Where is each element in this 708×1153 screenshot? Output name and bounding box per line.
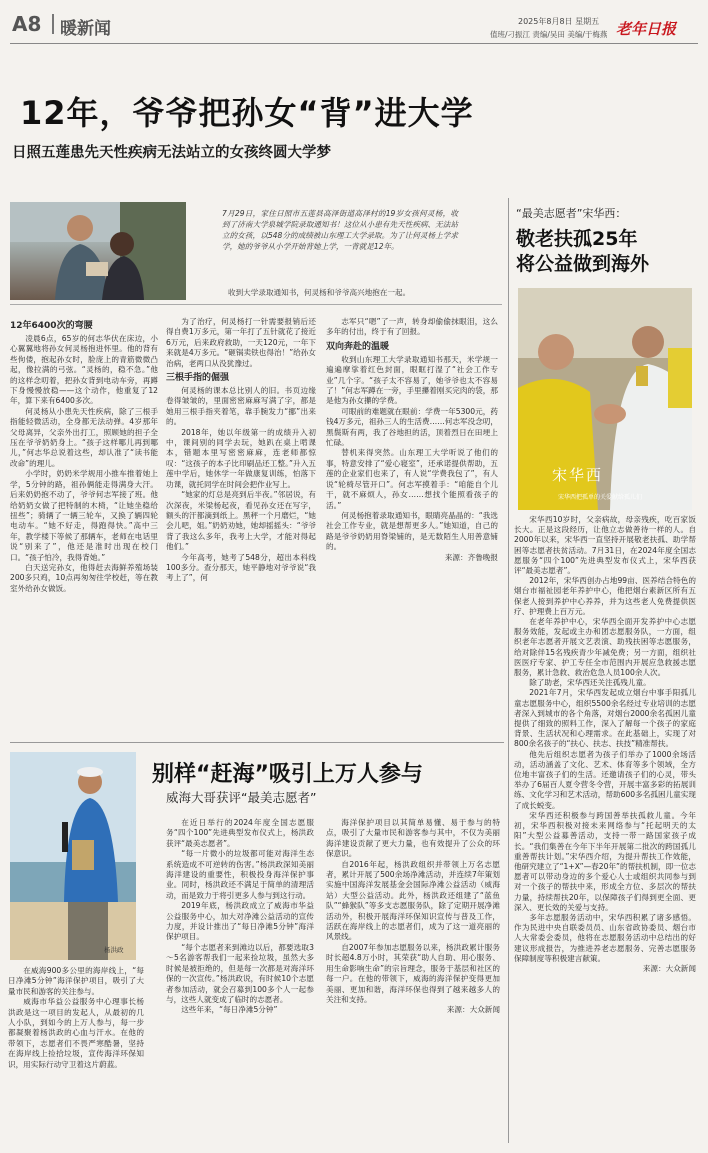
col2-paragraph: “她家的灯总是亮到后半夜。”邻居说，有次深夜，米梁杨起夜，看见孙女还在写字，额头的汗都滴到纸上。黑秤一个月磨烂，“她会儿吧，姐。”奶奶劝她，她却摇摇头：“爷爷背了我这么多年，我考上大学，才能对得起他们。” [166,490,316,552]
story2-column-2 [166,818,314,1146]
section-name: 暖新闻 [60,19,111,39]
col3-paragraph: 何灵杨抱着录取通知书，眼睛亮晶晶的：“我选社会工作专业，就是想帮更多人。”她知道，自己的路是爷爷奶奶用脊梁铺的，是无数陌生人用善意铺的。 [326,510,498,552]
story2-paragraph: 这些年来，“每日净滩5分钟” [181,1005,278,1015]
col3-paragraph: 收到山东理工大学录取通知书那天，米学规一遍遍摩挲着红色封面，眼眶打湿了“社会工作专业”几个字。“孩子太不容易了，她爷爷也太不容易了！”何志军蹲在一旁，手里攥着刚买完肉的袋，那是他为孙女攥的学费。 [326,354,498,406]
col2-paragraph: 为了治疗，何灵杨打一针需要报销后还得自费1万多元，第一年打了五针就花了接近6万元，后来政府救助，一天120元，一年下来就是4万多元。“砸锅卖铁也得治！”给孙女治病，老两口从没犹豫过。 [166,317,316,368]
col2-paragraph: 何灵杨的课本总比别人的旧。书页边缘卷得皱皱的，里面密密麻麻写满了字，都是她用三根手指夹着笔，靠手腕发力“挪”出来的。 [166,386,316,427]
editors-line: 值班/刁振江 责编/吴田 美编/于梅燕 [490,30,608,39]
story2-paragraph: 自2007年参加志愿服务以来，杨洪政累计服务时长超4.8万小时，其荣获“助人自助、用心服务、用生命影响生命”的宗旨理念，服务于基层和社区的每一户。在他的带领下，威海的海洋保护变得更加美丽、更加和谐，海洋环保也得到了越来越多人的关注和支持。 [326,942,500,1004]
story2-paragraph: 自2016年起，杨洪政组织并带领上万名志愿者，累计开展了500余场净滩活动，并连续7年策划实施中国海洋发展基金会国际净滩公益活动（威海站）大型公益活动。此外，杨洪政还组建了“蓝鱼队”“蜂猴队”等多支志愿服务队，除了定期开展净滩活动外，积极开展海洋环保知识宣传与普及工作，活跃在海岸线上的志愿者们，成为了这一道亮丽的风景线。 [326,859,500,942]
story2-paragraph: 在威海900多公里的海岸线上，“每日净滩5分钟”海洋保护项目，吸引了大量市民和游客的关注参与。 [8,966,144,996]
side-paragraph: 他先后组织志愿者为孩子们举办了1000余场活动，活动涵盖了文化、艺术、体育等多个领域，全方位地丰富孩子们的生活。还邀请孩子们的心灵，带头举办了6届百人夏令营冬令营，开展丰富多彩的拓展训练、文化学习和艺术活动，帮助600多名孤困儿童实现了成长蜕变。 [514,749,696,810]
side-kicker: “最美志愿者”宋华西： [516,207,627,220]
issue-date: 2025年8月8日 星期五 [518,17,600,26]
col1-paragraph: 凌晨6点，65岁的何志华伏在床边，小心翼翼地将孙女何灵杨抱进怀里。他的背有些佝偻，抱起孙女时，脸庞上的青筋微微凸起，像拉满的弓弦。“灵杨的，稳不急。”他的这样念叨着，把孙女背到电动车旁，再蹲下身慢慢放稳——这个动作，他重复了12年，算下来有6400多次。 [10,334,158,406]
main-subheadline: 日照五莲患先天性疾病无法站立的女孩终圆大学梦 [12,145,331,161]
story2-column-3 [326,818,500,1146]
main-photo-caption: 收到大学录取通知书，何灵杨和爷爷高兴地抱在一起。 [228,288,411,297]
col3-paragraph: 志军只“嗯”了一声，转身却偷偷抹眼泪，这么多年的付出，终于有了回报。 [326,317,498,337]
col1-paragraph: 小学时，奶奶米学规用小推车推着她上学，5分钟的路，祖孙俩能走得满身大汗。后来奶奶抱不动了，爷爷何志军接了班。他给奶奶女做了把特制的木椅，“让她坐稳给扭些”；骑辆了一辆三轮车，又换了辆四轮电动车。“她不好走，得跑得快。”高中三年，教学楼下等候了那辆车，老师在电话里说“别来了”，他还是准时出现在校门口。“孩子怕冷，我得背她。” [10,469,158,562]
side-photo-name: 宋华西 [552,466,604,484]
story2-source: 来源：大众新闻 [446,1005,500,1015]
story2-paragraph: 威海市华益公益服务中心理事长杨洪政是这一项目的发起人，从最初的几人小队，到如今的上万人参与，每一步都凝聚着杨洪政的心血与汗水。在他的带领下，志愿者们不畏严寒酷暑，坚持在海岸线上捡拾垃圾，宣传海洋环保知识，用实际行动守卫着这片蔚蓝。 [8,997,144,1069]
side-paragraph: 除了助老，宋华西还关注孤残儿童。 [529,678,651,688]
col2-subhead: 三根手指的倔强 [166,373,230,384]
side-photo [518,288,692,510]
side-title-2: 将公益做到海外 [516,253,650,275]
story2-photo-caption: 杨洪政 [104,946,124,954]
story2-headline: 别样“赶海”吸引上万人参与 [152,762,423,787]
main-column-2 [166,317,316,737]
col3-subhead: 双向奔赴的温暖 [326,341,390,352]
article-source: 来源：齐鲁晚报 [444,552,498,562]
story2-paragraph: 2019年底，杨洪政成立了威海市华益公益服务中心，加大对净滩公益活动的宣传力度，并设计推出了“每日净滩5分钟”海洋保护项目。 [166,901,314,942]
side-paragraph: 2021年7月，宋华西发起成立烟台中事手阳孤儿童志愿服务中心，组织5500余名经过专业培训的志愿者深入到城市的各个角落，对烟台2000余名孤困儿童提供了细致的照料工作，深入了解每一个孩子的家庭背景、生活状况和心理需求。在此基础上，实现了对800余名孩子的“扶心、扶志、扶技”精准帮扶。 [514,688,696,749]
story2-paragraph: “每一片微小的垃圾都可能对海洋生态系统造成不可逆转的伤害。”杨洪政深知美丽海洋建设的重要性，积极投身海洋保护事业。同时，杨洪政还不满足于简单的清理活动，而是致力于将引更多人参与到这行动。 [166,849,314,900]
column-divider [508,198,509,1143]
side-paragraph: 在老年养护中心，宋华西全面开发养护中心志愿服务效能，发起或主办和团志愿服务队，一方面，组织老年志愿者开展文艺表演、助残扶困等志愿服务，给对除伴15名残疾青少年减免费；另一方面，组织社医医疗专家、护工专任全市范围内开展应急救援志愿服务，累计急救、救治危急人员100余人次。 [514,617,696,678]
header-divider [52,14,54,34]
story2-column-1 [8,966,144,1146]
page-number: A8 [12,12,42,36]
section-divider [10,742,504,743]
main-column-3 [326,317,498,737]
main-photo [10,202,186,300]
col2-paragraph: 今年高考，她考了548分，超出本科线100多分。查分那天，她平静地对爷爷说“我考上了”，何 [166,552,316,583]
side-photo-caption: 宋华西把孤单的关爱献给孤儿们 [558,494,643,501]
side-paragraph: 多年志愿服务活动中，宋华西积累了诸多感悟。作为民进中央自联委员员、山东省政协委员、烟台市人大常委会委员，他将在志愿服务活动中总结出的好建议形成报告，为推进养老志愿服务、完善志愿服务保障制度等积极建言献策。 [514,912,696,963]
header-rule [10,43,698,44]
side-paragraph: 2012年，宋华西创办占地99亩、医养结合特色的烟台市福祉园老年养护中心，他把烟台素新区所有五保老人接到养护中心养养，并为这些老人免费提供医疗、护理费上百万元。 [514,576,696,616]
story2-paragraph: 在近日举行的2024年度全国志愿服务“四个100”先进典型发布仪式上，杨洪政获评“最美志愿者”。 [166,818,314,848]
side-paragraph: 宋华西还积极参与跨国善举扶孤救儿童。今年初，宋华西积极对接未来网络参与“托起明天的太阳”大型公益募善活动，支持一带一路国家孩子成长。“我们集善在今年下半年开展第二批次的跨国孤儿重善帮扶计划。”宋华西介绍，为提升帮扶工作效能，他研究建立了“1+X”—春20年”的帮扶机制，即一位志愿者可以带动身边的多个爱心人士或组织共同参与到对一个孩子的帮扶中来，形成全方位、多层次的帮扶力量，持续帮扶20年，以保障孩子们得到更全面、更深入、更长效的关爱与支持。 [514,810,696,912]
col3-paragraph: 替机来得突然。山东理工大学听说了他们的事，特意安排了“爱心寝室”，还承诺提供帮助，五莲的企业家们也来了，有人说“学费我包了”，有人说“轮椅尽管开口”。何志军摸着手：“咱能自个儿干，就不麻烦人，孙女……想找个能照看孩子的活。” [326,448,498,510]
side-source: 来源：大众新闻 [642,963,696,973]
main-intro: 7月29日，家住日照市五莲县高泽街道高泽村的19岁女孩何灵杨，收到了济南大学泉城学院录取通知书！这位从小患有先天性疾病、无法站立的女孩，以548分的成绩被山东理工大学录取。为了让何灵杨上学求学，她的爷爷从小学开始背她上学，一背就是12年。 [222,209,458,251]
main-headline: 12年，爷爷把孙女“背”进大学 [20,94,474,132]
story2-paragraph: “每个志愿者来到滩边以后，都要选取3～5名游客帮我们一起来捡垃圾，虽然大多时候是被拒绝的，但是每一次都是对海洋环保的一次宣传。”杨洪政说，有时候10个志愿者参加活动，就会召募到100多个人一起参与，这些人就变成了临时的志愿者。 [166,942,314,1004]
side-paragraph: 宋华西10岁时，父亲病故，母亲残疾，吃百家饭长大。正是这段经历，让他立志做善待一样的人。自2000年以来，宋华西一直坚持开展敬老扶孤、助学帮困等志愿者扶贫活动。7月31日，在2024年度全国志愿服务“四个100”先进典型发布仪式上，宋华西获评“最美志愿者”。 [514,515,696,576]
col3-paragraph: 可眼前的难题就在眼前：学费一年5300元，药钱4万多元，祖孙三人的生活费……何志军没念叨，黑鬓斯有两，我了谷地担的活，顶着烈日在田埂上忙碌。 [326,406,498,448]
col1-paragraph: 白天送完孙女，他得赶去海鲜养殖场装200多只鸡，10点再匆匆往学校赶，等在教室外给孙女做饭。 [10,562,158,593]
newspaper-logo: 老年日报 [616,20,677,38]
side-title-1: 敬老扶孤25年 [516,228,638,250]
story2-photo [10,752,136,960]
col2-paragraph: 2018年，她以年级第一的成绩升入初中，课间别的同学去玩，她趴在桌上啃课本，错题本里写密密麻麻，连老师都惊叹：“这孩子的本子比印刷品还工整。”升入五莲中学后，她休学一年做康复训练，怕落下功课，就托同学在时间会把作业写上。 [166,427,316,489]
col1-paragraph: 何灵杨从小患先天性疾病，除了三根手指能轻微活动，全身都无法动弹。4岁那年父母离异，父亲外出打工，照顾她的担子全压在爷爷奶奶身上。“孩子这样哪儿再到哪儿，”何志华总说着这些，却认准了“读书能改命”的理儿。 [10,406,158,468]
main-column-1 [10,317,158,737]
intro-rule [10,304,502,305]
side-column [514,515,696,1147]
page-header [0,0,708,44]
story2-paragraph: 海洋保护项目以其简单易懂、易于参与的特点，吸引了大量市民和游客参与其中，不仅为美丽海洋建设贡献了更大力量，也有效提升了公众的环保意识。 [326,818,500,859]
col1-subhead: 12年6400次的弯腰 [10,321,93,331]
story2-subheadline: 威海大哥获评“最美志愿者” [166,790,317,805]
